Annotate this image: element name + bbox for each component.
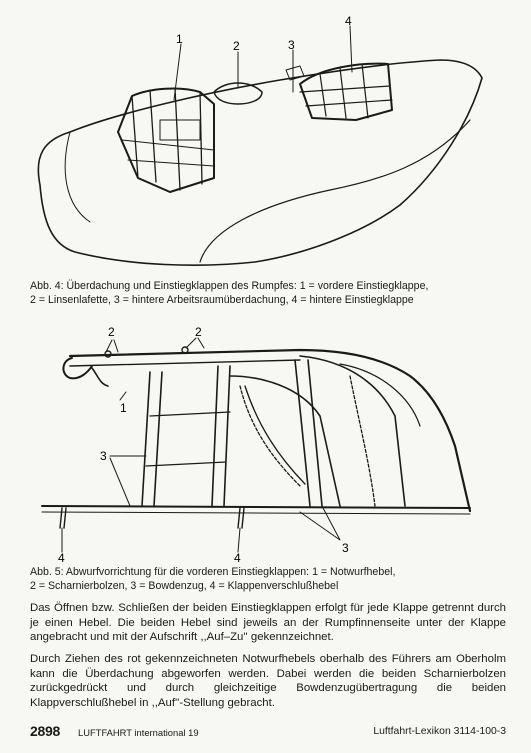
fig1-label-4: 4 xyxy=(345,14,352,28)
figure5-caption xyxy=(30,565,510,593)
magazine-name: LUFTFAHRT international 19 xyxy=(78,727,199,738)
fig1-label-3: 3 xyxy=(288,38,295,52)
caption5-line1: Abb. 5: Abwurfvorrichtung für die vorderen Einstiegklappen: 1 = Notwurfhebel, xyxy=(30,566,396,578)
fig2-label-4b: 4 xyxy=(234,551,241,565)
body-paragraph-2: Durch Ziehen des rot gekennzeichneten Notwurfhebels oberhalb des Führers am Oberholm kann die Überdachung abgeworfen werden. Dabei werden die beiden Scharnierbolzen zurückgedrückt und durch gleichzeitige Bowdenzugübertragung die beiden Klappverschlußhebel in ,,Auf''-Stellung gebracht. xyxy=(30,653,506,709)
fuselage-canopy-figure xyxy=(0,0,531,276)
emergency-lever xyxy=(63,358,92,378)
fig2-label-2b: 2 xyxy=(195,325,202,339)
fig2-label-2a: 2 xyxy=(108,325,115,339)
fig2-label-3a: 3 xyxy=(100,449,107,463)
fig2-label-1: 1 xyxy=(120,401,127,415)
body-paragraph-1: Das Öffnen bzw. Schließen der beiden Einstiegklappen erfolgt für jede Klappe getrennt durch je einen Hebel. Die beiden Hebel sind jeweils an der Rumpfinnenseite unter der Klappe angebracht und mit der Aufschrift ,,Auf–Zu'' gekennzeichnet. xyxy=(30,602,506,644)
caption4-line1: Abb. 4: Überdachung und Einstiegklappen des Rumpfes: 1 = vordere Einstiegklappe, xyxy=(30,280,429,292)
rear-canopy-frame xyxy=(300,64,392,120)
upper-rail xyxy=(70,350,470,511)
fig1-label-2: 2 xyxy=(233,39,240,53)
page-number: 2898 xyxy=(30,723,60,739)
release-mechanism-figure xyxy=(0,316,531,566)
figure4-caption xyxy=(30,279,510,307)
fig2-label-4a: 4 xyxy=(58,551,65,565)
caption5-line2: 2 = Scharnierbolzen, 3 = Bowdenzug, 4 = Klappenverschlußhebel xyxy=(30,580,339,592)
fig2-label-3b: 3 xyxy=(342,541,349,555)
lexikon-reference: Luftfahrt-Lexikon 3114-100-3 xyxy=(373,726,506,737)
caption4-line2: 2 = Linsenlafette, 3 = hintere Arbeitsraumüberdachung, 4 = hintere Einstiegklappe xyxy=(30,294,414,306)
lower-sill xyxy=(42,506,470,508)
page-footer xyxy=(30,723,506,743)
fig1-label-1: 1 xyxy=(176,32,183,46)
